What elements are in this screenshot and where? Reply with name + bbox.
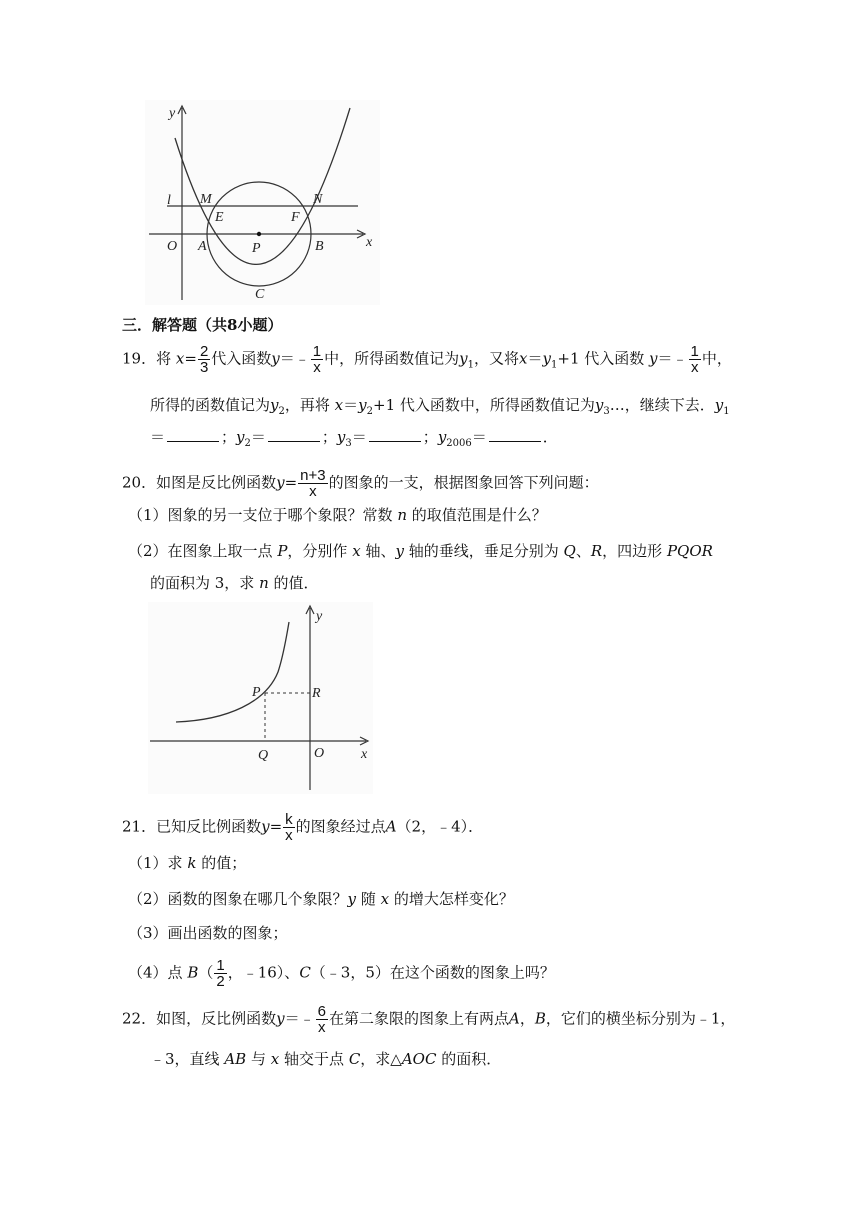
q22-var: AOC [401, 1050, 437, 1068]
q22-text: 如图，反比例函数 [156, 1009, 277, 1028]
q19-text: ，再将 [284, 396, 330, 414]
q20-text: 如图是反比例函数 [156, 473, 277, 492]
label-e: E [215, 210, 224, 225]
q19-text: 将 [156, 349, 172, 368]
label-q: Q [258, 748, 269, 763]
q19-text: ＝﹣ [657, 349, 688, 368]
q22-text: ，它们的横坐标分别为﹣1， [545, 1009, 736, 1028]
figure-circle-parabola [145, 100, 380, 305]
q22-var: C [348, 1050, 361, 1068]
q21-sub-1 [128, 852, 246, 874]
q21-var: y [347, 890, 357, 908]
q19-text: 代入函数 [211, 349, 272, 368]
q19-sub: 1 [723, 406, 730, 417]
q19-var: y [236, 428, 245, 446]
numerator: k [285, 811, 293, 828]
q19-text: 中， [701, 349, 732, 368]
fraction-1-2 [214, 958, 226, 989]
q22-text: 在第二象限的图象上有两点 [328, 1009, 509, 1028]
q19-line-2 [150, 394, 730, 423]
fraction-1-x [689, 344, 701, 375]
label-b: B [315, 239, 324, 254]
q19-var: y [358, 396, 367, 414]
label-o: O [167, 239, 178, 254]
numerator: 6 [317, 1003, 326, 1020]
q22-var: x [270, 1050, 280, 1068]
q21-sub-3 [128, 922, 288, 944]
answer-blank[interactable] [369, 427, 421, 442]
q19-var: y [336, 428, 346, 446]
q20-text: （1）图象的另一支位于哪个象限？常数 [128, 506, 393, 524]
label-m: M [200, 192, 212, 207]
q19-text: 中，所得函数值记为 [324, 349, 460, 368]
q21-var: k [187, 854, 197, 872]
q22-text: ＝﹣ [284, 1009, 315, 1028]
label-x: x [361, 747, 368, 762]
q20-var: y [395, 542, 404, 560]
denominator: 3 [199, 359, 209, 376]
q22-var: y [276, 1009, 285, 1028]
q21-text: （1）求 [128, 854, 183, 872]
q19-sub: 3 [345, 438, 352, 449]
answer-blank[interactable] [489, 427, 541, 442]
q21-var: A [385, 817, 397, 836]
q20-number: 20． [122, 473, 157, 492]
q20-var: Q [563, 542, 576, 560]
q19-text: ＝ [527, 349, 543, 368]
denominator: x [690, 359, 699, 376]
q20-var: R [590, 542, 603, 560]
q21-sub-4 [128, 958, 555, 989]
label-x: x [366, 235, 373, 250]
q20-text: 、 [575, 542, 591, 560]
q19-text: +1 代入函数 [557, 349, 645, 368]
q19-text: ＝ [471, 428, 487, 446]
q22-var: B [534, 1009, 546, 1028]
q21-text: 的值； [201, 854, 247, 872]
q20-text: 的取值范围是什么？ [411, 506, 547, 524]
q19-var: y [437, 428, 447, 446]
figure-hyperbola-branch [148, 602, 373, 794]
label-n: N [313, 192, 323, 207]
section-title: 三．解答题（共8小题） [122, 316, 283, 334]
q19-var: y [594, 396, 604, 414]
label-y: y [169, 106, 176, 121]
q20-var: PQOR [666, 542, 713, 560]
q19-sub: 1 [551, 359, 558, 371]
q21-text: 随 [360, 890, 376, 908]
q20-sub-2 [128, 540, 713, 562]
q19-var: y [270, 396, 279, 414]
q19-var: y [459, 349, 468, 368]
q19-line-1 [122, 344, 732, 377]
q19-text: ＝ [343, 396, 359, 414]
q20-text: = [284, 473, 298, 492]
q19-number: 19． [122, 349, 157, 368]
q19-text: ； [221, 428, 237, 446]
q19-var: y [542, 349, 551, 368]
q21-var: y [261, 817, 270, 836]
q19-text: ＝﹣ [279, 349, 310, 368]
q19-var: y [271, 349, 280, 368]
denominator: x [285, 827, 293, 844]
numerator: 1 [690, 343, 699, 360]
q22-text: 的面积． [441, 1050, 502, 1068]
q20-text: 的图象的一支，根据图象回答下列问题： [328, 473, 599, 492]
q19-var: y [714, 396, 724, 414]
q19-var: x [519, 349, 528, 368]
q22-text: ，求△ [360, 1050, 402, 1068]
fraction-k-x [283, 812, 295, 843]
denominator: x [318, 1019, 326, 1036]
q19-text: ； [422, 428, 438, 446]
q19-text: ＝ [351, 428, 367, 446]
q20-var: n [259, 574, 269, 592]
denominator: 2 [216, 973, 225, 990]
numerator: n+3 [300, 467, 326, 484]
q19-var: x [175, 349, 185, 368]
q21-text: （4）点 [128, 963, 183, 982]
q21-var: x [380, 890, 390, 908]
q21-text: （2，﹣4）． [396, 817, 484, 836]
q20-text: 轴的垂线，垂足分别为 [408, 542, 559, 560]
q19-text: …，继续下去． [609, 396, 715, 414]
q20-text: 的值． [273, 574, 319, 592]
q20-text: 轴、 [365, 542, 396, 560]
label-a: A [198, 239, 207, 254]
q20-sub-1 [128, 504, 547, 526]
q22-text: ， [519, 1009, 535, 1028]
q21-var: B [187, 963, 199, 982]
q19-text: +1 代入函数中，所得函数值记为 [373, 396, 595, 414]
q21-var: C [299, 963, 311, 982]
q19-sub: 2 [366, 406, 374, 417]
q21-text: （3）画出函数的图象； [128, 924, 288, 942]
q22-number: 22． [122, 1009, 157, 1028]
answer-blank[interactable] [167, 427, 219, 442]
q19-sub: 2006 [446, 438, 472, 449]
q21-text: 已知反比例函数 [156, 817, 262, 836]
answer-blank[interactable] [268, 427, 320, 442]
q19-text: ． [542, 428, 558, 446]
q22-line-2 [150, 1048, 501, 1070]
q19-text: 所得的函数值记为 [150, 396, 271, 414]
q19-sub: 1 [467, 359, 475, 371]
point-p [257, 232, 261, 236]
q19-text: ； [321, 428, 337, 446]
denominator: x [313, 359, 321, 376]
q21-text: = [269, 817, 283, 836]
q19-var: y [649, 349, 658, 368]
q20-line-1 [122, 468, 599, 499]
q21-sub-2 [128, 888, 514, 910]
fraction-6-x [316, 1004, 328, 1035]
q21-line-1 [122, 812, 483, 843]
q20-var: y [276, 473, 285, 492]
q20-text: ，四边形 [602, 542, 663, 560]
q22-var: AB [224, 1050, 247, 1068]
label-c: C [255, 287, 265, 302]
label-r: R [312, 686, 321, 701]
label-p: P [252, 241, 261, 256]
denominator: x [309, 483, 317, 500]
q20-text: ，分别作 [287, 542, 348, 560]
q20-text: （2）在图象上取一点 [128, 542, 273, 560]
q21-text: ，﹣16）、 [227, 963, 300, 982]
numerator: 2 [199, 343, 209, 360]
q19-var: x [334, 396, 344, 414]
q21-text: （2）函数的图象在哪几个象限？ [128, 890, 348, 908]
q21-text: （﹣3，5）在这个函数的图象上吗？ [310, 963, 555, 982]
q20-var: n [397, 506, 407, 524]
q22-text: ﹣3，直线 [150, 1050, 220, 1068]
q19-sub: 3 [603, 406, 610, 417]
fraction-n3-x [298, 468, 327, 499]
label-p: P [252, 685, 261, 700]
label-f: F [291, 210, 300, 225]
q19-sub: 2 [244, 438, 251, 449]
label-y: y [316, 609, 323, 624]
fraction-2-3 [198, 344, 210, 375]
q20-text: 的面积为 3，求 [150, 574, 255, 592]
q21-text: （ [198, 963, 214, 982]
q22-line-1 [122, 1004, 735, 1035]
q21-number: 21． [122, 817, 157, 836]
numerator: 1 [312, 343, 322, 360]
label-l: l [167, 193, 171, 208]
q21-text: 的增大怎样变化？ [393, 890, 514, 908]
q20-sub-2-cont [150, 572, 319, 594]
q20-var: x [352, 542, 361, 560]
q19-sub: 2 [278, 406, 285, 417]
fraction-1-x [311, 344, 323, 375]
q22-var: A [508, 1009, 520, 1028]
q19-text: ＝ [250, 428, 266, 446]
q22-text: 轴交于点 [284, 1050, 345, 1068]
q19-text: = [184, 349, 197, 368]
q19-text: ＝ [150, 428, 166, 446]
q22-text: 与 [250, 1050, 266, 1068]
label-o: O [314, 746, 325, 761]
numerator: 1 [216, 957, 225, 974]
q19-line-3 [150, 426, 558, 455]
q20-var: P [277, 542, 288, 560]
q19-text: ，又将 [474, 349, 520, 368]
q21-text: 的图象经过点 [295, 817, 386, 836]
